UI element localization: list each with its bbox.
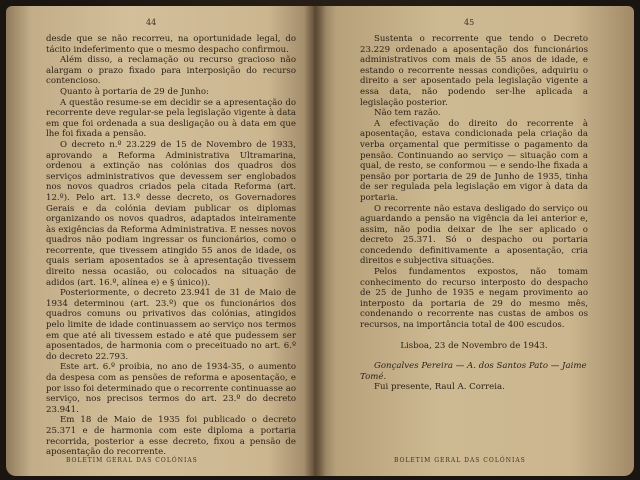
left-paragraph: A questão resume-se em decidir se a apresentação do recorrente deve regular-se pela legislação vigente à data em que foi ordenada a sua desligação ou à data em que lhe foi fixada a pensão. <box>46 97 296 140</box>
left-paragraph: Este art. 6.º proibia, no ano de 1934-35, o aumento da despesa com as pensões de reforma e aposentação, e por isso foi determinado que o recorrente continuasse ao serviço, nos precisos termos do art. 23.º do decreto 23.941. <box>46 362 296 415</box>
left-paragraph: Posteriormente, o decreto 23.941 de 31 de Maio de 1934 determinou (art. 23.º) que os funcionários dos quadros comuns ou privativos das colónias, atingidos pelo limite de idade continuassem ao serviço nos termos em que até ali tivessem estado e até que pudessem ser aposentados, de harmonia com o preceituado no art. 6.º do decreto 22.793. <box>46 288 296 362</box>
right-page-number: 45 <box>464 18 475 27</box>
right-paragraph: Sustenta o recorrente que tendo o Decreto 23.229 ordenado a aposentação dos funcionários administrativos com mais de 55 anos de idade, e estando o recorrente nessas condições, adquiriu o direito a ser aposentado pela legislação vigente a essa data, não podendo ser-lhe aplicada a legislação posterior. <box>360 34 588 108</box>
left-page-text <box>46 34 296 458</box>
right-paragraphs <box>360 34 588 331</box>
right-page-text <box>360 34 588 393</box>
right-page-footer: BOLETIM GERAL DAS COLÓNIAS <box>394 457 526 464</box>
left-page-footer: BOLETIM GERAL DAS COLÓNIAS <box>66 457 198 464</box>
left-page <box>6 6 314 476</box>
right-paragraph: Pelos fundamentos expostos, não tomam conhecimento do recurso interposto do despacho de 25 de Junho de 1935 e negam provimento ao interposto da portaria de 29 do mesmo mês, condenando o recorrente nas custas de ambos os recursos, na importância total de 400 escudos. <box>360 267 588 331</box>
date-line: Lisboa, 23 de Novembro de 1943. <box>400 340 548 351</box>
presence-line: Fui presente, Raul A. Correia. <box>374 382 505 393</box>
left-paragraph: Em 18 de Maio de 1935 foi publicado o decreto 25.371 e de harmonia com este diploma a portaria recorrida, posterior a esse decreto, fixou a pensão de aposentação do recorrente. <box>46 415 296 458</box>
left-paragraph: Além disso, a reclamação ou recurso gracioso não alargam o prazo fixado para interposição do recurso contencioso. <box>46 55 296 87</box>
signatures: Gonçalves Pereira — A. dos Santos Pato — Jaime Tomé. <box>360 361 587 382</box>
book-gutter <box>304 6 326 476</box>
left-page-number: 44 <box>146 18 157 27</box>
left-paragraph: Quanto à portaria de 29 de Junho: <box>60 86 209 97</box>
right-paragraph: Não tem razão. <box>374 108 441 119</box>
left-paragraph: desde que se não recorreu, na oportunidade legal, do tácito indeferimento que o mesmo despacho confirmou. <box>46 34 296 55</box>
left-paragraph: O decreto n.º 23.229 de 15 de Novembro de 1933, aprovando a Reforma Administrativa Ultramarina, ordenou a extinção nas colónias dos quadros dos serviços administrativos que devessem ser englobados nos novos quadros criados pela citada Reforma (art. 12.º). Pelo art. 13.º desse decreto, os Governadores Gerais e da colónia deviam publicar os diplomas organizando os novos quadros, adaptados inteiramente às exigências da Reforma Administrativa. E nesses novos quadros não podiam ingressar os funcionários, como o recorrente, que tivessem atingido 55 anos de idade, os quais seriam aposentados se à apresentação tivessem direito nessa ocasião, ou colocados na situação de adidos (art. 16.º, alínea e) e § único)). <box>46 139 296 288</box>
right-page <box>314 6 634 476</box>
right-paragraph: A efectivação do direito do recorrente à aposentação, estava condicionada pela criação da verba orçamental que permitisse o pagamento da pensão. Continuando ao serviço — situação com a qual, de resto, se conformou — e sendo-lhe fixada a pensão por portaria de 29 de Junho de 1935, tinha de ser regulada pela legislação em vigor à data da portaria. <box>360 118 588 203</box>
right-paragraph: O recorrente não estava desligado do serviço ou aguardando a pensão na vigência da lei anterior e, assim, não podia deixar de lhe ser aplicado o decreto 25.371. Só o despacho ou portaria concedendo definitivamente a aposentação, cria direitos e subjectiva situações. <box>360 203 588 267</box>
